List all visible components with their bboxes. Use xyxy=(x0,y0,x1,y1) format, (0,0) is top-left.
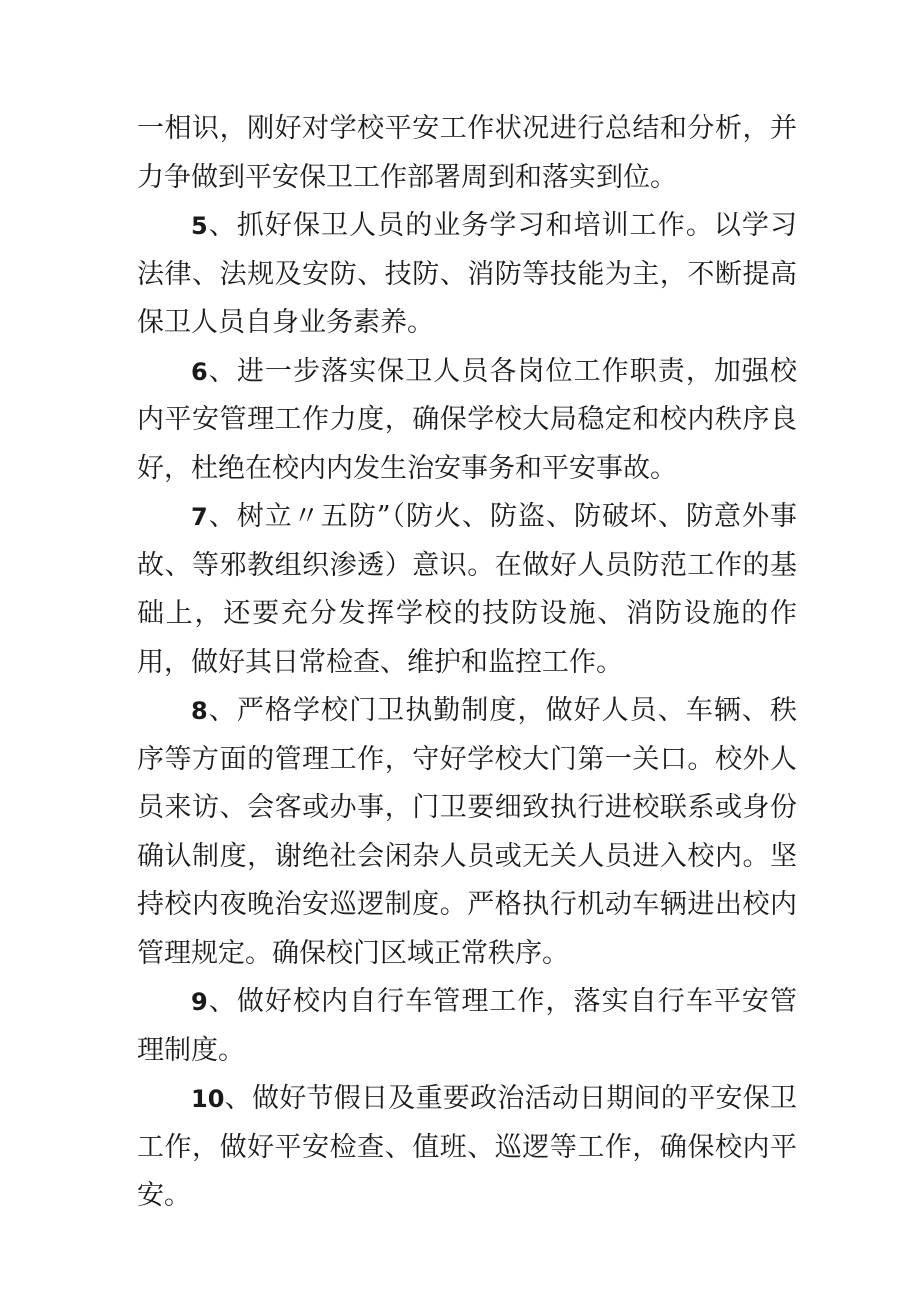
item-text: 、树立〃五防”（防火、防盗、防破坏、防意外事故、等邪教组织渗透）意识。在做好人员防范工作的基础上，还要充分发挥学校的技防设施、消防设施的作用，做好其日常检查、维护和监控工作。 xyxy=(137,501,797,678)
item-text: 、严格学校门卫执勤制度，做好人员、车辆、秩序等方面的管理工作，守好学校大门第一关口。校外人员来访、会客或办事，门卫要细致执行进校联系或身份确认制度，谢绝社会闲杂人员或无关人员进入校内。坚持校内夜晚治安巡逻制度。严格执行机动车辆进出校内管理规定。确保校门区域正常秩序。 xyxy=(137,695,797,969)
item-text: 、做好节假日及重要政治活动日期间的平安保卫工作，做好平安检查、值班、巡逻等工作，确保校内平安。 xyxy=(137,1083,797,1211)
item-number: 9 xyxy=(191,988,208,1016)
item-number: 6 xyxy=(191,357,208,386)
item-text: 、抓好保卫人员的业务学习和培训工作。以学习法律、法规及安防、技防、消防等技能为主，不断提高保卫人员自身业务素养。 xyxy=(137,210,797,338)
continuation-paragraph: 一相识，刚好对学校平安工作状况进行总结和分析，并力争做到平安保卫工作部署周到和落实到位。 xyxy=(137,113,797,193)
list-item-8 xyxy=(137,687,797,978)
list-item-10 xyxy=(137,1075,797,1221)
list-item-9 xyxy=(137,978,797,1075)
item-text: 、进一步落实保卫人员各岗位工作职责，加强校内平安管理工作力度，确保学校大局稳定和校内秩序良好，杜绝在校内内发生治安事务和平安事故。 xyxy=(137,355,797,484)
item-number: 8 xyxy=(191,697,208,725)
list-item-5 xyxy=(137,202,797,348)
item-number: 5 xyxy=(191,212,208,240)
list-item-6 xyxy=(137,348,797,494)
item-number: 10 xyxy=(191,1085,225,1113)
document-body xyxy=(137,105,797,1221)
item-number: 7 xyxy=(191,503,208,531)
item-text: 、做好校内自行车管理工作，落实自行车平安管理制度。 xyxy=(137,986,797,1066)
list-item-7 xyxy=(137,493,797,687)
